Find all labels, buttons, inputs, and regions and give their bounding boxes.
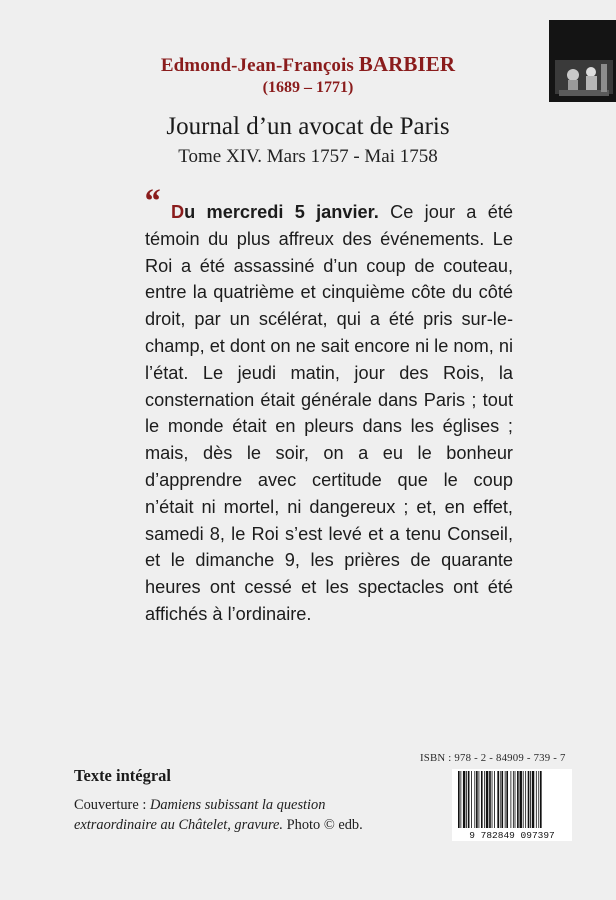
quote-lead-rest: u mercredi 5 janvier. (184, 202, 379, 222)
credit-title: Damiens subissant la question extraordinaire au Châtelet, gravure. (74, 797, 326, 833)
barcode-bar (523, 771, 524, 828)
barcode-bar (466, 771, 467, 828)
isbn-barcode (452, 769, 572, 841)
credit-label: Couverture : (74, 797, 150, 813)
author-first-names: Edmond-Jean-François (160, 55, 354, 76)
barcode-bar (517, 771, 519, 828)
barcode-bar (497, 771, 499, 828)
opening-quote-mark: “ (143, 183, 160, 220)
barcode-bar (530, 771, 531, 828)
barcode-bar (460, 771, 461, 828)
quote-body: Ce jour a été témoin du plus affreux des événements. Le Roi a été assassiné d’un coup de couteau, entre la quatrième et cinquième côte du côté droit, par un scélérat, qui a été pris sur-le-champ, et dont on ne sait encore ni le nom, ni l’état. Le jeudi matin, jour des Rois, la consternation était générale dans Paris ; tout le monde était en pleurs dans les églises ; mais, dès le soir, on a eu le bonheur d’apprendre avec certitude que le coup n’était ni mortel, ni dangereux ; et, en effet, samedi 8, le Roi s’est levé et a tenu Conseil, et le dimanche 9, les prières de quarante heures ont cessé et les spectacles ont été affichés à l’ordinaire. (145, 202, 514, 624)
quote-lead (171, 202, 379, 222)
barcode-bar (484, 771, 485, 828)
author-last-name: BARBIER (358, 52, 456, 76)
barcode-bar (500, 771, 501, 828)
barcode-bar (513, 771, 514, 828)
barcode-bar (505, 771, 506, 828)
credit-photo: Photo © edb. (283, 817, 363, 833)
barcode-bar (471, 771, 472, 828)
barcode-bar (489, 771, 491, 828)
barcode-bar (538, 771, 539, 828)
cover-credits (74, 795, 404, 835)
barcode-bar (474, 771, 475, 828)
isbn-text: ISBN : 978 - 2 - 84909 - 739 - 7 (420, 752, 566, 764)
cover-thumbnail-image (549, 20, 616, 102)
barcode-bar (463, 771, 465, 828)
barcode-bar (536, 771, 537, 828)
barcode-bar (540, 771, 542, 828)
quote-excerpt (143, 183, 514, 628)
barcode-bar (501, 771, 503, 828)
barcode-bar (520, 771, 522, 828)
author-block (0, 52, 616, 97)
book-subtitle: Tome XIV. Mars 1757 - Mai 1758 (178, 146, 438, 167)
barcode-bar (476, 771, 478, 828)
barcode-bar (486, 771, 488, 828)
quote-drop-initial: D (171, 202, 185, 222)
barcode-bar (481, 771, 483, 828)
barcode-digits: 9 782849 097397 (469, 830, 555, 841)
barcode-bar (532, 771, 534, 828)
barcode-bar (479, 771, 480, 828)
barcode-bar (506, 771, 508, 828)
book-title: Journal d’un avocat de Paris (166, 113, 450, 140)
barcode-bar (494, 771, 495, 828)
author-name (0, 52, 616, 77)
barcode-bar (525, 771, 526, 828)
barcode-bar (528, 771, 530, 828)
author-dates: (1689 – 1771) (262, 79, 354, 96)
barcode-bar (515, 771, 516, 828)
barcode-bar (468, 771, 470, 828)
barcode-bar (458, 771, 460, 828)
barcode-bar (492, 771, 493, 828)
barcode-bar (510, 771, 511, 828)
texte-integral-label: Texte intégral (74, 766, 171, 785)
